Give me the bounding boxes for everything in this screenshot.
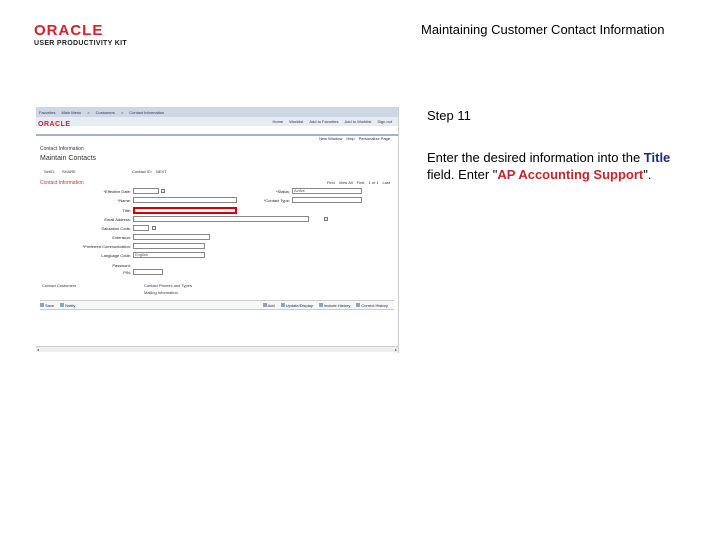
help-link[interactable]: Help [346,136,355,141]
salutation-field[interactable] [133,225,149,231]
save-button[interactable] [40,303,54,308]
instruction-field-name: Title [643,150,671,165]
status-select[interactable]: Active [292,188,362,194]
nav-worklist[interactable]: Worklist [289,119,304,124]
name-label: *Name: [117,198,131,203]
title-field[interactable] [133,207,237,214]
menu-main-menu[interactable]: Main Menu [61,109,82,115]
contact-phones-link[interactable]: Contact Phones and Types [144,283,192,288]
language-label: Language Code: [101,253,131,258]
new-window-link[interactable]: New Window [319,136,343,141]
find-link[interactable]: Find [326,180,335,185]
document-title: Maintaining Customer Contact Information [421,22,665,37]
menu-contact-information[interactable]: Contact Information [129,109,165,115]
menu-sep-1: > [87,109,90,115]
nav-home[interactable]: Home [272,119,284,124]
preferred-communication-label: *Preferred Communication: [82,244,131,249]
contact-info-grid-header [40,179,390,186]
pin-field[interactable] [133,269,163,275]
notify-label: Notify [65,302,76,308]
contact-id-label: Contact ID: [132,169,153,174]
include-history-label: Include History [323,302,351,308]
breadcrumb: Contact Information [40,146,84,152]
page-title: Maintain Contacts [40,155,97,162]
mailing-information-link[interactable]: Mailing Information [144,290,178,295]
row-count: 1 of 1 [368,180,379,185]
title-label: Title: [122,208,131,213]
setid-label: SetID: [44,169,56,174]
correct-history-icon [356,303,360,307]
calendar-icon[interactable] [161,189,165,193]
upk-tagline: USER PRODUCTIVITY KIT [34,40,127,47]
last-link[interactable]: Last [382,180,390,185]
oracle-logo-text: ORACLE [34,22,104,39]
include-history-button[interactable] [319,303,350,308]
top-menu-bar [36,107,398,117]
page-utility-links [319,136,390,141]
oracle-upk-logo [34,22,127,47]
add-label: Add [267,302,275,308]
extension-field[interactable] [133,234,210,240]
contact-customers-link[interactable]: Contact Customers [42,283,77,288]
name-field[interactable] [133,197,237,203]
update-label: Update/Display [285,302,313,308]
grid-label: Contact Information [40,179,84,186]
header-nav [36,117,398,126]
scroll-right-icon[interactable]: ▸ [394,347,397,352]
add-button[interactable] [263,303,275,308]
effective-date-field[interactable] [133,188,159,194]
step-label: Step 11 [427,108,471,123]
email-field[interactable] [133,216,309,222]
scroll-left-icon[interactable]: ◂ [37,347,40,352]
salutation-label: Salutation Code: [101,226,131,231]
language-select[interactable]: English [133,252,205,258]
email-icon[interactable] [324,217,328,221]
pin-label: PIN: [123,270,131,275]
password-label: Password: [112,263,131,268]
menu-sep-2: > [120,109,124,115]
horizontal-scrollbar[interactable] [36,346,398,352]
application-screenshot [36,107,399,353]
correct-history-button[interactable] [356,303,388,308]
setid-value: SHARE [62,169,76,174]
view-all-link[interactable]: View All [338,180,353,185]
notify-icon [60,303,64,307]
first-link[interactable]: First [356,180,365,185]
update-icon [281,303,285,307]
contact-type-label: *Contact Type: [263,198,290,203]
nav-add-worklist[interactable]: Add to Worklist [344,119,372,124]
update-display-button[interactable] [281,303,313,308]
instruction-text-3: ". [643,167,652,182]
email-label: Email Address: [104,217,131,222]
status-label: *Status: [275,189,290,194]
salutation-lookup-icon[interactable] [152,226,156,230]
contact-id-value: NEXT [156,169,167,174]
app-brand: ORACLE [38,121,71,128]
instruction-text-2: field. Enter " [427,167,498,182]
nav-sign-out[interactable]: Sign out [377,119,392,124]
instruction-text-1: Enter the desired information into the [427,150,644,165]
contact-type-select[interactable] [292,197,362,203]
effective-date-label: *Effective Date: [103,189,131,194]
extension-label: Extension: [112,235,131,240]
menu-favorites[interactable]: Favorites [39,109,56,115]
preferred-communication-select[interactable] [133,243,205,249]
notify-button[interactable] [60,303,75,308]
step-instruction [427,149,697,183]
history-icon [319,303,323,307]
instruction-value: AP Accounting Support [497,167,644,182]
menu-customers[interactable]: Customers [95,109,115,115]
save-label: Save [45,302,55,308]
add-icon [263,303,267,307]
action-toolbar [40,300,394,310]
correct-history-label: Correct History [361,302,388,308]
personalize-link[interactable]: Personalize Page [358,136,390,141]
save-icon [40,303,44,307]
nav-add-favorites[interactable]: Add to Favorites [309,119,339,124]
